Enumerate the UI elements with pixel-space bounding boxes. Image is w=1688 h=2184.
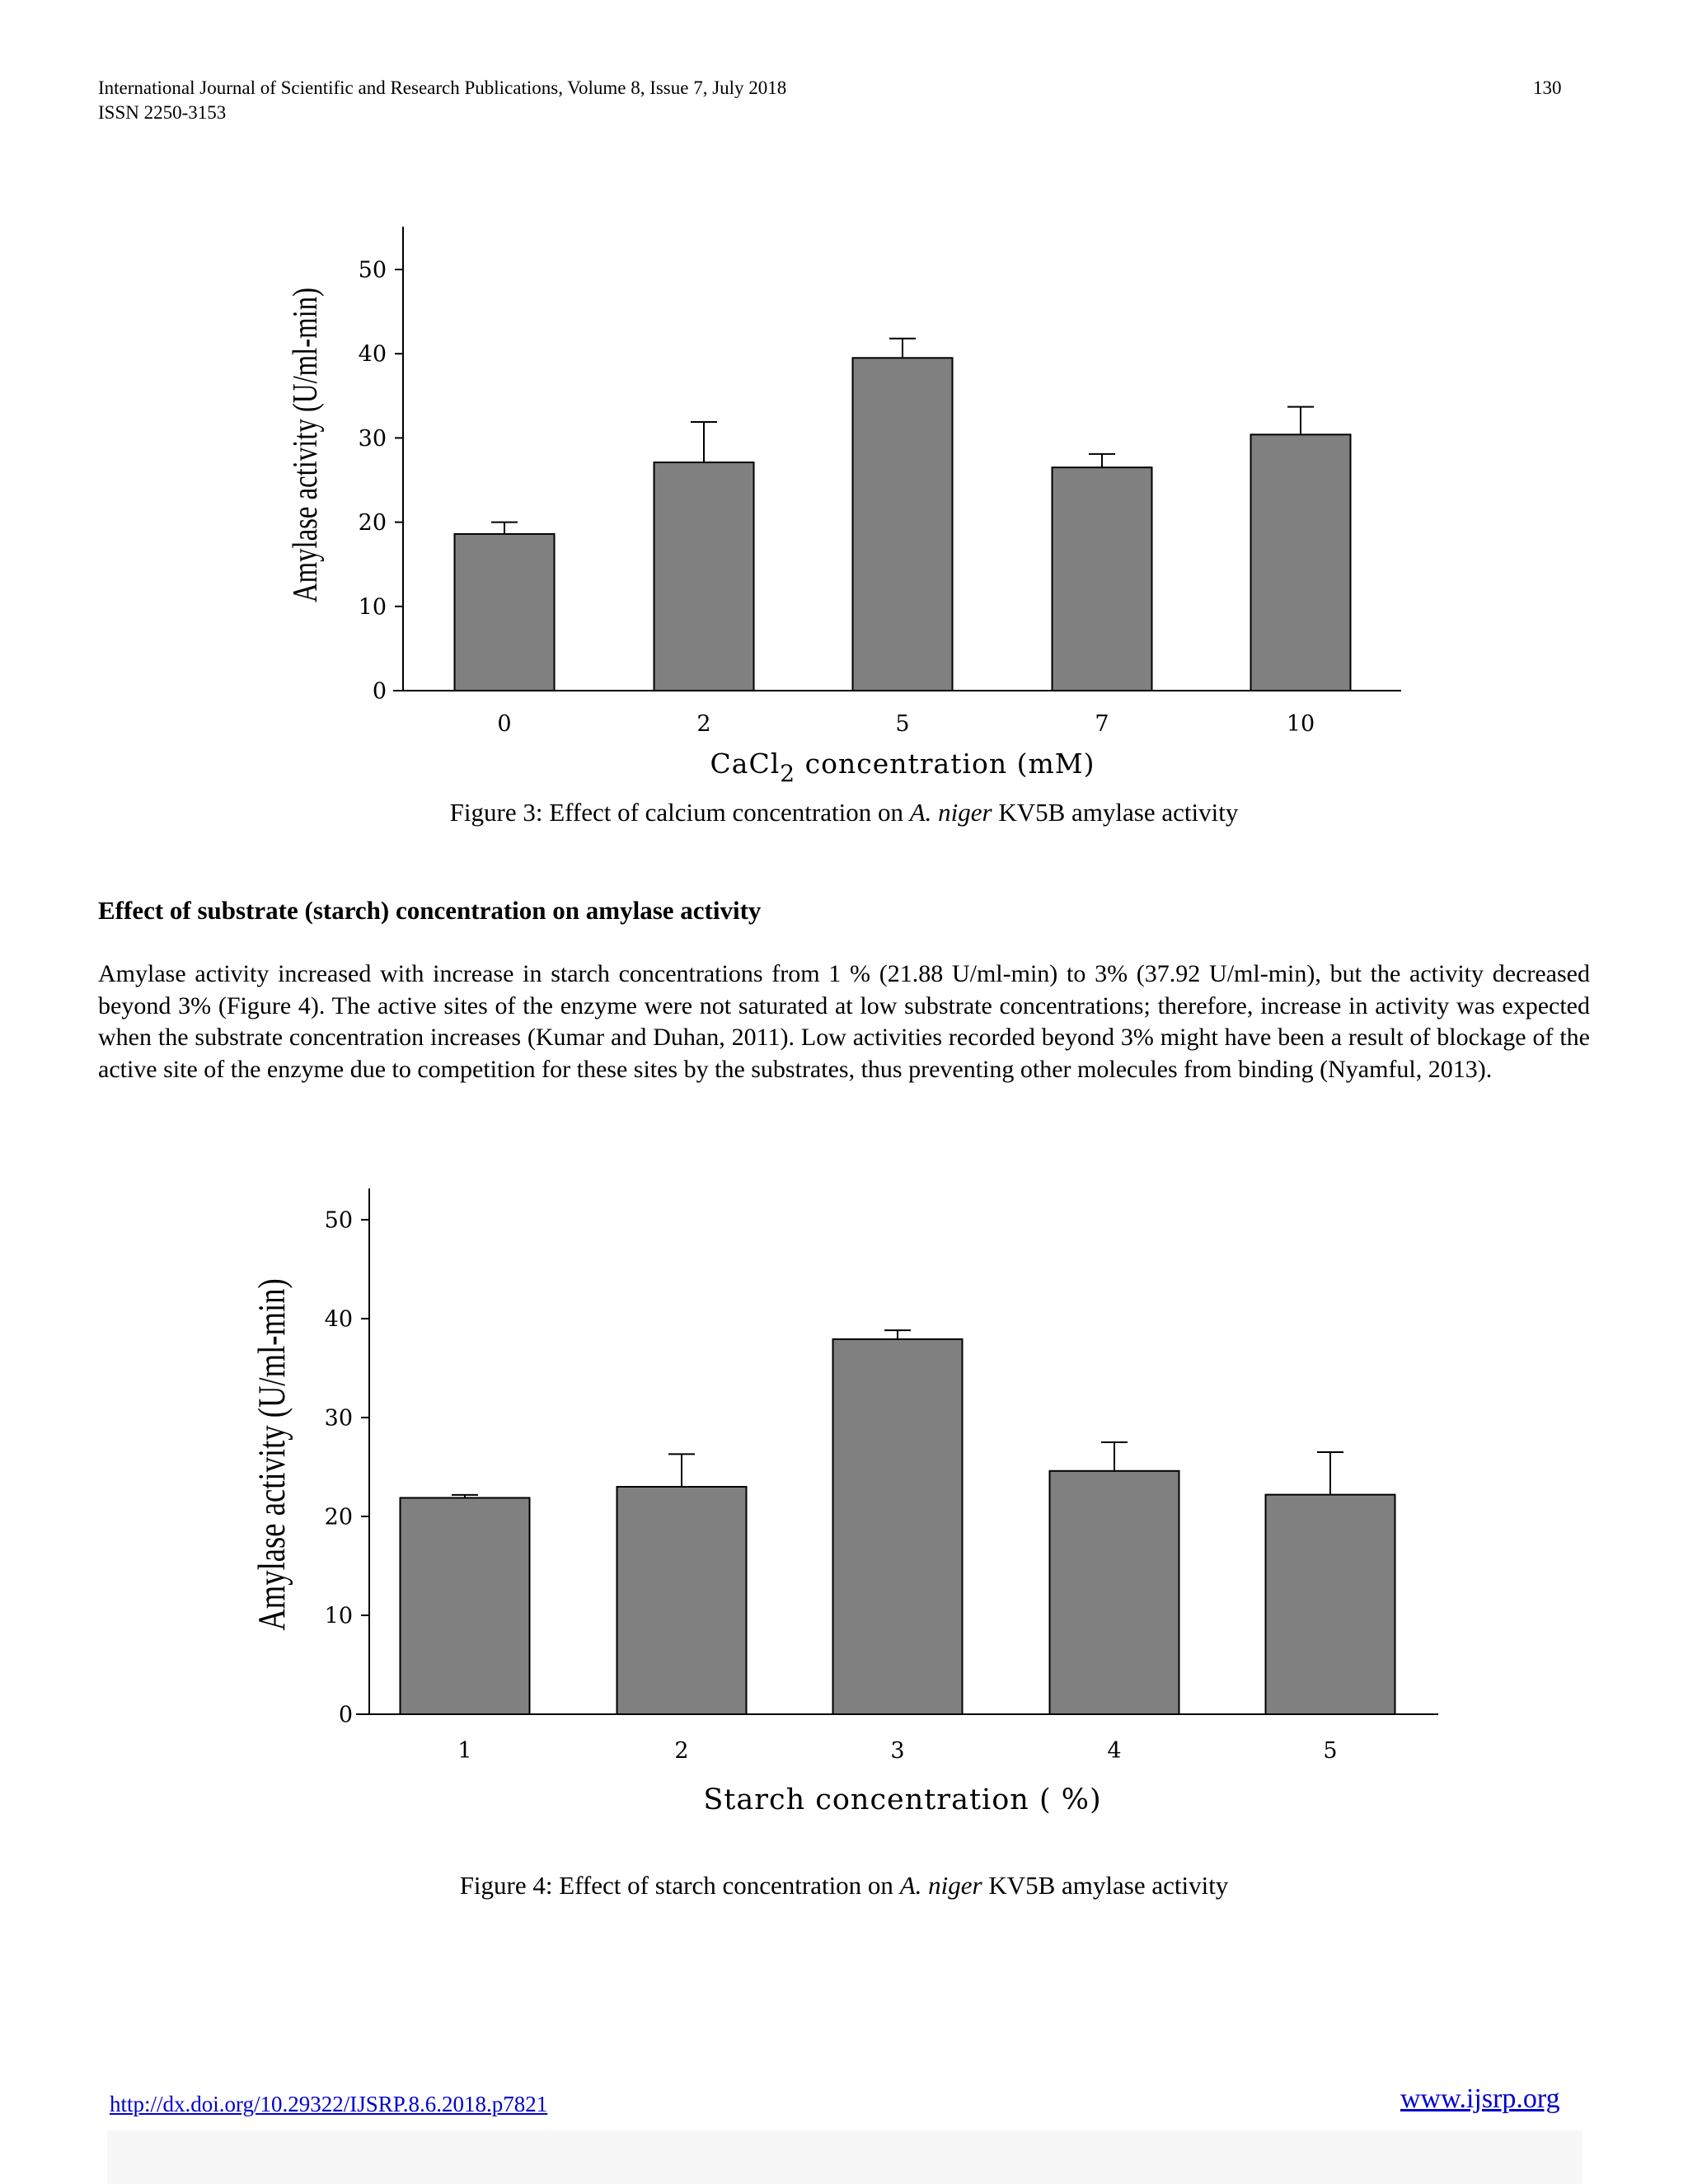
fig3-x-tick-label: 0 xyxy=(497,711,512,737)
journal-website-link[interactable]: www.ijsrp.org xyxy=(1400,2083,1560,2114)
fig4-y-tick-label: 20 xyxy=(324,1504,353,1530)
figure-3-chart xyxy=(0,0,1688,791)
section-heading: Effect of substrate (starch) concentration on amylase activity xyxy=(98,896,762,925)
fig3-y-tick-label: 10 xyxy=(358,594,387,621)
fig3-bar-2 xyxy=(654,462,754,691)
figure-3-caption-species: A. niger xyxy=(909,798,992,827)
fig4-bar-4 xyxy=(1050,1471,1179,1714)
fig3-y-tick-label: 30 xyxy=(358,425,387,452)
doi-link[interactable]: http://dx.doi.org/10.29322/IJSRP.8.6.2018.p7821 xyxy=(110,2092,548,2116)
fig3-x-tick-label: 5 xyxy=(895,711,910,737)
fig4-x-axis-label: Starch concentration ( %) xyxy=(703,1783,1102,1816)
fig3-x-axis-label xyxy=(710,748,1095,787)
footer-band xyxy=(107,2130,1582,2184)
figure-4-chart xyxy=(0,1154,1688,1854)
fig3-bar-5 xyxy=(853,358,953,691)
figure-4-caption-text: Figure 4: Effect of starch concentration on xyxy=(459,1871,900,1900)
body-paragraph: Amylase activity increased with increase in starch concentrations from 1 % (21.88 U/ml-min) to 3% (37.92 U/ml-min), but the activity decreased beyond 3% (Figure 4). The active sites of the enzyme were not saturated at low substrate concentrations; therefore, increase in activity was expected when the substrate concentration increases (Kumar and Duhan, 2011). Low activities recorded beyond 3% might have been a result of blockage of the active site of the enzyme due to competition for these sites by the substrates, thus preventing other molecules from binding (Nyamful, 2013). xyxy=(98,960,1590,1083)
figure-3-caption-suffix: KV5B amylase activity xyxy=(992,798,1239,827)
figure-3-caption xyxy=(0,796,1688,829)
issn-header: ISSN 2250-3153 xyxy=(98,102,227,123)
fig4-y-tick-label: 50 xyxy=(324,1207,353,1234)
fig4-y-tick-label: 30 xyxy=(324,1405,353,1432)
fig4-x-tick-label: 2 xyxy=(674,1738,689,1764)
page-number: 130 xyxy=(1533,77,1562,98)
fig3-x-tick-label: 7 xyxy=(1095,711,1109,737)
fig3-x-tick-label: 2 xyxy=(696,711,711,737)
fig3-x-axis-label-main: CaCl xyxy=(710,748,781,780)
fig3-y-tick-label: 0 xyxy=(372,678,387,705)
fig4-y-axis-label: Amylase activity (U/ml-min) xyxy=(250,1278,294,1631)
fig3-bar-7 xyxy=(1053,467,1152,691)
fig4-y-tick-label: 40 xyxy=(324,1306,353,1333)
fig3-y-tick-label: 20 xyxy=(358,510,387,537)
fig3-x-axis-label-rest: concentration (mM) xyxy=(795,748,1095,780)
fig3-y-tick-label: 50 xyxy=(358,257,387,284)
fig4-bar-1 xyxy=(401,1497,530,1714)
fig3-x-tick-label: 10 xyxy=(1286,711,1315,737)
fig4-x-tick-label: 4 xyxy=(1107,1738,1122,1764)
figure-3-caption-text: Figure 3: Effect of calcium concentration on xyxy=(449,798,910,827)
fig4-bar-2 xyxy=(617,1487,747,1714)
fig3-x-axis-label-subscript: 2 xyxy=(780,760,796,787)
fig3-y-tick-label: 40 xyxy=(358,341,387,368)
fig4-x-tick-label: 1 xyxy=(457,1738,472,1764)
fig4-bar-5 xyxy=(1266,1495,1395,1714)
fig3-y-axis-label: Amylase activity (U/ml-min) xyxy=(286,287,326,603)
fig4-y-tick-label: 0 xyxy=(338,1702,353,1728)
fig4-y-tick-label: 10 xyxy=(324,1603,353,1629)
journal-header: International Journal of Scientific and Research Publications, Volume 8, Issue 7, July 2018 xyxy=(98,77,787,98)
fig3-bar-0 xyxy=(455,534,555,691)
fig4-bar-3 xyxy=(833,1339,963,1714)
figure-4-caption-suffix: KV5B amylase activity xyxy=(982,1871,1229,1900)
fig3-bar-10 xyxy=(1251,434,1351,691)
fig4-x-tick-label: 3 xyxy=(890,1738,905,1764)
figure-4-caption xyxy=(0,1869,1688,1902)
fig4-x-tick-label: 5 xyxy=(1323,1738,1338,1764)
figure-4-caption-species: A. niger xyxy=(899,1871,982,1900)
